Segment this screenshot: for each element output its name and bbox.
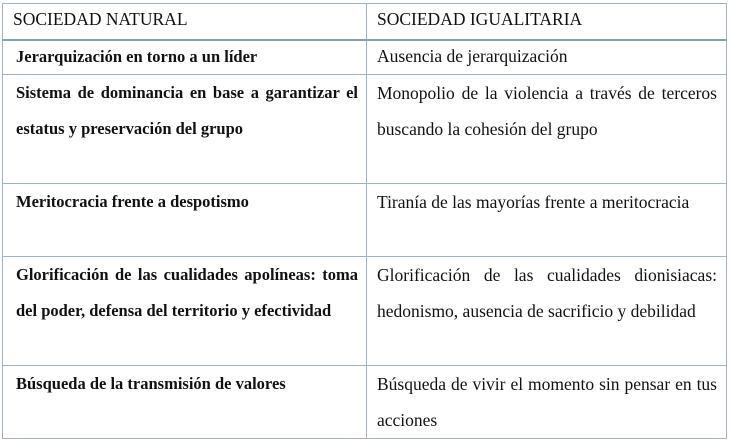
igualitaria-cell: Monopolio de la violencia a través de terceros buscando la cohesión del grupo <box>367 75 727 184</box>
table-row <box>3 40 727 75</box>
header-sociedad-igualitaria: SOCIEDAD IGUALITARIA <box>367 4 727 41</box>
igualitaria-cell: Tiranía de las mayorías frente a meritocracia <box>367 184 727 257</box>
table-row <box>3 75 727 184</box>
table-row <box>3 184 727 257</box>
igualitaria-cell: Búsqueda de vivir el momento sin pensar en tus acciones <box>367 366 727 439</box>
igualitaria-cell: Ausencia de jerarquización <box>367 40 727 75</box>
natural-cell: Búsqueda de la transmisión de valores <box>3 366 367 439</box>
header-sociedad-natural: SOCIEDAD NATURAL <box>3 4 367 41</box>
igualitaria-cell: Glorificación de las cualidades dionisiacas: hedonismo, ausencia de sacrificio y debilidad <box>367 257 727 366</box>
comparison-table <box>2 3 727 439</box>
natural-cell: Sistema de dominancia en base a garantizar el estatus y preservación del grupo <box>3 75 367 184</box>
header-row <box>3 4 727 41</box>
table-row <box>3 257 727 366</box>
natural-cell: Glorificación de las cualidades apolíneas: toma del poder, defensa del territorio y efectividad <box>3 257 367 366</box>
natural-cell: Jerarquización en torno a un líder <box>3 40 367 75</box>
natural-cell: Meritocracia frente a despotismo <box>3 184 367 257</box>
table-row <box>3 366 727 439</box>
